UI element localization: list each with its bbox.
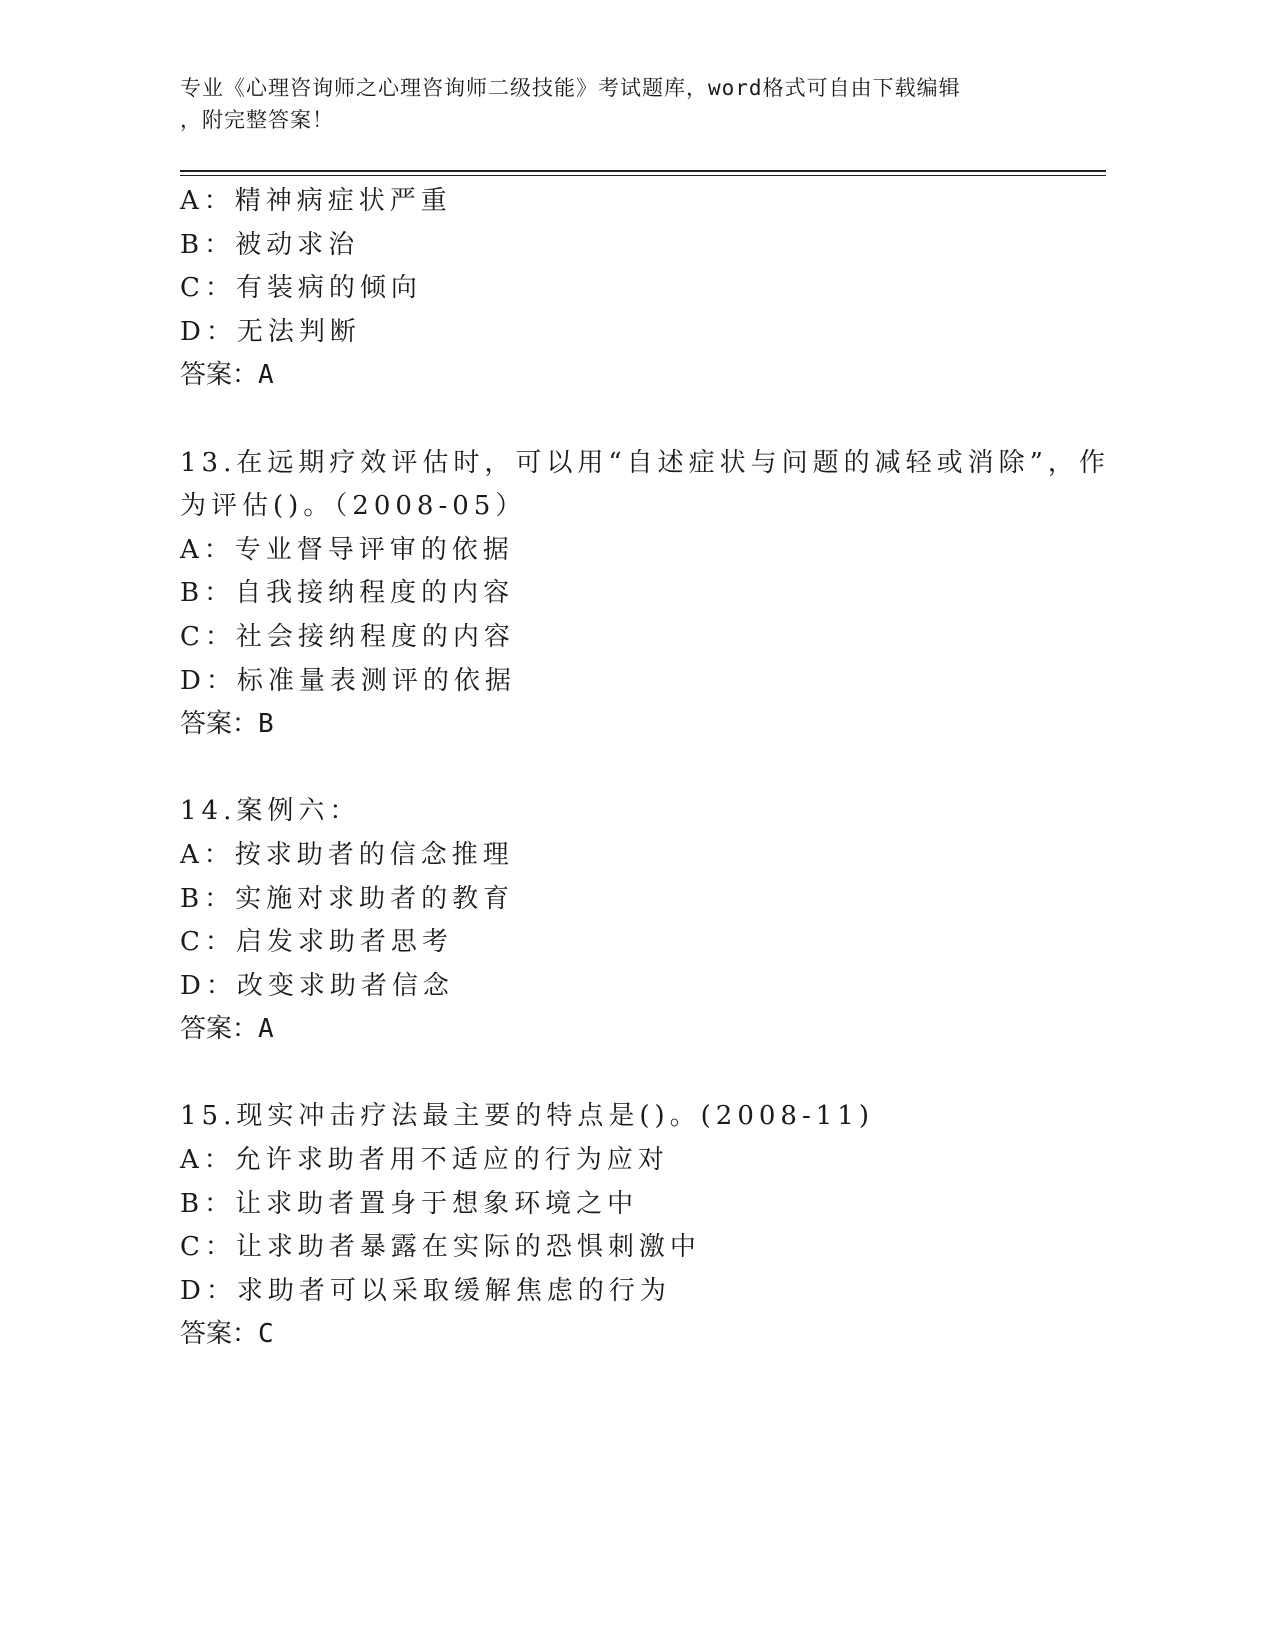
answer-label: 答案： [180, 1014, 259, 1045]
question-12 [180, 180, 1080, 398]
answer-label: 答案： [180, 360, 259, 391]
spacer [180, 747, 1080, 791]
question-list [180, 180, 1110, 1357]
answer-value: C [258, 1319, 274, 1350]
question-15 [180, 1095, 1080, 1357]
option-b: B：自我接纳程度的内容 [180, 578, 515, 609]
option-c: C：让求助者暴露在实际的恐惧刺激中 [180, 1232, 701, 1263]
answer-label: 答案： [180, 709, 259, 740]
question-stem: 13.在远期疗效评估时，可以用“自述症状与问题的减轻或消除”，作 [180, 447, 1110, 478]
question-stem: 15.现实冲击疗法最主要的特点是()。(2008-11) [180, 1101, 874, 1132]
option-b: B：实施对求助者的教育 [180, 883, 515, 914]
option-a: A：精神病症状严重 [180, 186, 452, 216]
spacer [180, 398, 1080, 442]
option-b: B：让求助者置身于想象环境之中 [180, 1188, 639, 1219]
option-a: A：按求助者的信念推理 [180, 839, 514, 870]
header-title-line1: 专业《心理咨询师之心理咨询师二级技能》考试题库，word格式可自由下载编辑 [180, 76, 961, 100]
option-b: B：被动求治 [180, 229, 360, 260]
option-d: D：无法判断 [180, 316, 361, 347]
answer-line [180, 354, 1080, 398]
answer-value: B [258, 709, 274, 740]
header-divider-thick [180, 170, 1106, 172]
header-title-line2: ，附完整答案！ [180, 108, 334, 132]
question-stem-continued: 为评估()。（2008-05） [180, 491, 527, 522]
option-a: A：允许求助者用不适应的行为应对 [180, 1145, 669, 1176]
question-13 [180, 442, 1110, 747]
answer-line [180, 703, 1080, 747]
option-a: A：专业督导评审的依据 [180, 534, 514, 565]
option-d: D：改变求助者信念 [180, 970, 454, 1001]
header-divider-thin [180, 175, 1106, 176]
answer-value: A [258, 1014, 274, 1045]
answer-label: 答案： [180, 1319, 259, 1350]
answer-value: A [258, 360, 274, 391]
option-c: C：有装病的倾向 [180, 273, 422, 304]
question-stem: 14.案例六： [180, 796, 361, 827]
option-c: C：社会接纳程度的内容 [180, 621, 515, 652]
answer-line [180, 1313, 1080, 1357]
option-c: C：启发求助者思考 [180, 927, 453, 958]
option-d: D：标准量表测评的依据 [180, 665, 516, 696]
question-14 [180, 790, 1080, 1052]
document-header [180, 72, 1060, 136]
spacer [180, 1052, 1080, 1096]
option-d: D：求助者可以采取缓解焦虑的行为 [180, 1275, 671, 1306]
answer-line [180, 1008, 1080, 1052]
